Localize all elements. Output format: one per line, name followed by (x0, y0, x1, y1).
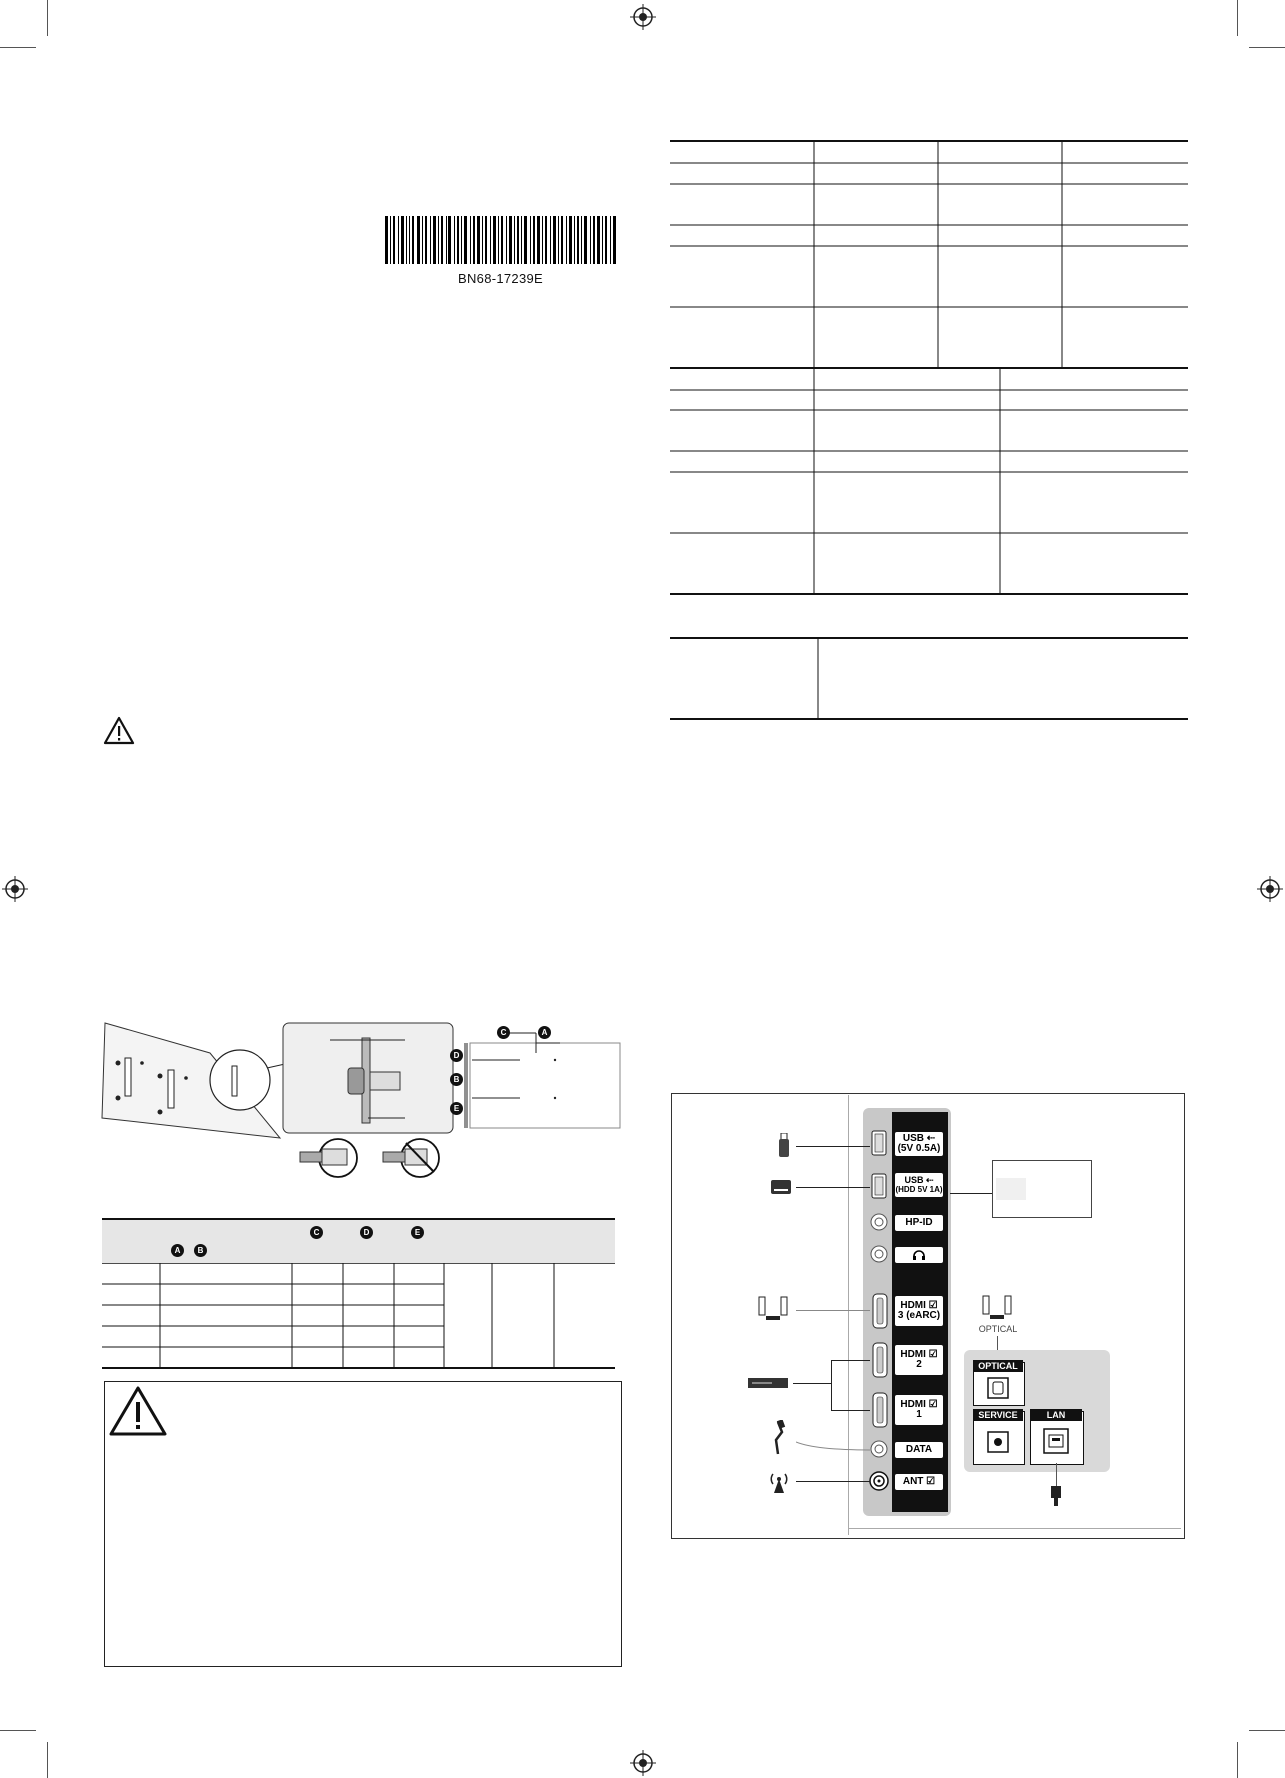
connector-line (1056, 1463, 1057, 1488)
hdmi2-line1: HDMI ☑ (900, 1349, 938, 1360)
dimension-b-badge: B (450, 1073, 463, 1086)
hdmi2-line2: 2 (916, 1359, 922, 1370)
data-text: DATA (905, 1444, 933, 1455)
set-top-box-icon (748, 1378, 788, 1388)
hdmi3-label (895, 1296, 943, 1326)
blurred-mark (996, 1178, 1026, 1200)
hdmi3-line1: HDMI ☑ (900, 1300, 938, 1311)
usb1-line2: (5V 0.5A) (897, 1143, 941, 1154)
diagram-divider (848, 1095, 849, 1535)
antenna-port-icon (869, 1471, 889, 1491)
lan-port-icon (1043, 1428, 1069, 1454)
connector-line (831, 1360, 832, 1410)
usb-hdd-label (895, 1173, 943, 1197)
optical-box-label: OPTICAL (973, 1360, 1023, 1372)
hdmi-port-icon (872, 1293, 888, 1329)
sound-system-icon (982, 1295, 1012, 1321)
hdmi-port-icon (872, 1342, 888, 1378)
connector-line (831, 1410, 870, 1411)
hpid-jack-icon (870, 1213, 888, 1231)
data-jack-icon (870, 1440, 888, 1458)
hdmi3-line2: 3 (eARC) (897, 1310, 941, 1321)
usb-port-icon (871, 1130, 887, 1156)
connector-line (796, 1187, 870, 1188)
hdmi-port-icon (872, 1392, 888, 1428)
connector-line (796, 1310, 870, 1311)
warning-icon (103, 716, 135, 745)
hdmi2-label (895, 1345, 943, 1375)
optical-caption: OPTICAL (978, 1324, 1018, 1334)
diagram-bottom-rule (848, 1528, 1181, 1529)
connector-line (796, 1481, 870, 1482)
connector-line (950, 1193, 992, 1194)
header-b-badge: B (194, 1244, 207, 1257)
registration-mark-icon (630, 1750, 656, 1776)
usb-port-icon (871, 1173, 887, 1199)
hdmi1-label (895, 1395, 943, 1425)
hpid-text: HP-ID (905, 1217, 933, 1228)
dimension-d-badge: D (450, 1049, 463, 1062)
registration-mark-icon (2, 876, 28, 902)
caution-box (104, 1381, 622, 1667)
ant-text: ANT ☑ (902, 1476, 936, 1487)
header-c-badge: C (310, 1226, 323, 1239)
header-e-badge: E (411, 1226, 424, 1239)
usb2-line2: (HDD 5V 1A) (895, 1185, 943, 1194)
registration-mark-icon (630, 4, 656, 30)
hpid-label (895, 1215, 943, 1231)
header-a-badge: A (171, 1244, 184, 1257)
headphone-label (895, 1247, 943, 1263)
crop-mark (1237, 0, 1238, 36)
dimension-e-badge: E (450, 1102, 463, 1115)
connector-line (793, 1383, 831, 1384)
part-number: BN68-17239E (458, 271, 543, 286)
registration-mark-icon (1257, 876, 1283, 902)
crop-mark (47, 0, 48, 36)
usb-stick-icon (778, 1133, 790, 1159)
crop-mark (0, 1730, 36, 1731)
sound-system-icon (758, 1296, 788, 1322)
lan-cable-icon (1050, 1486, 1062, 1506)
connector-line (796, 1146, 870, 1147)
crop-mark (1237, 1742, 1238, 1778)
service-port-icon (987, 1431, 1009, 1453)
connector-curve (796, 1440, 870, 1454)
hdmi1-line1: HDMI ☑ (900, 1399, 938, 1410)
data-label (895, 1442, 943, 1458)
headphone-icon (912, 1249, 926, 1261)
hdmi1-line2: 1 (916, 1409, 922, 1420)
antenna-icon (766, 1468, 792, 1494)
crop-mark (0, 47, 36, 48)
dimension-c-badge: C (497, 1026, 510, 1039)
wall-mount-table (102, 1218, 615, 1370)
headphone-jack-icon (870, 1245, 888, 1263)
specifications-table (670, 140, 1188, 596)
hard-drive-icon (771, 1180, 791, 1194)
usb2-line1: USB ⇠ (904, 1175, 934, 1185)
ir-cable-icon (766, 1420, 788, 1456)
optical-port-icon (987, 1377, 1009, 1399)
crop-mark (1249, 1730, 1285, 1731)
service-box-label: SERVICE (973, 1409, 1023, 1421)
ant-label (895, 1474, 943, 1490)
crop-mark (47, 1742, 48, 1778)
lan-box-label: LAN (1030, 1409, 1082, 1421)
wall-mount-illustration (100, 1018, 624, 1178)
header-d-badge: D (360, 1226, 373, 1239)
barcode-graphic (385, 216, 616, 264)
crop-mark (1249, 47, 1285, 48)
caution-icon (108, 1385, 168, 1437)
environment-table (670, 637, 1188, 721)
usb1-line1: USB ⇠ (902, 1133, 936, 1144)
usb-5v-label (895, 1132, 943, 1156)
connector-line (831, 1360, 870, 1361)
dimension-a-badge: A (538, 1026, 551, 1039)
